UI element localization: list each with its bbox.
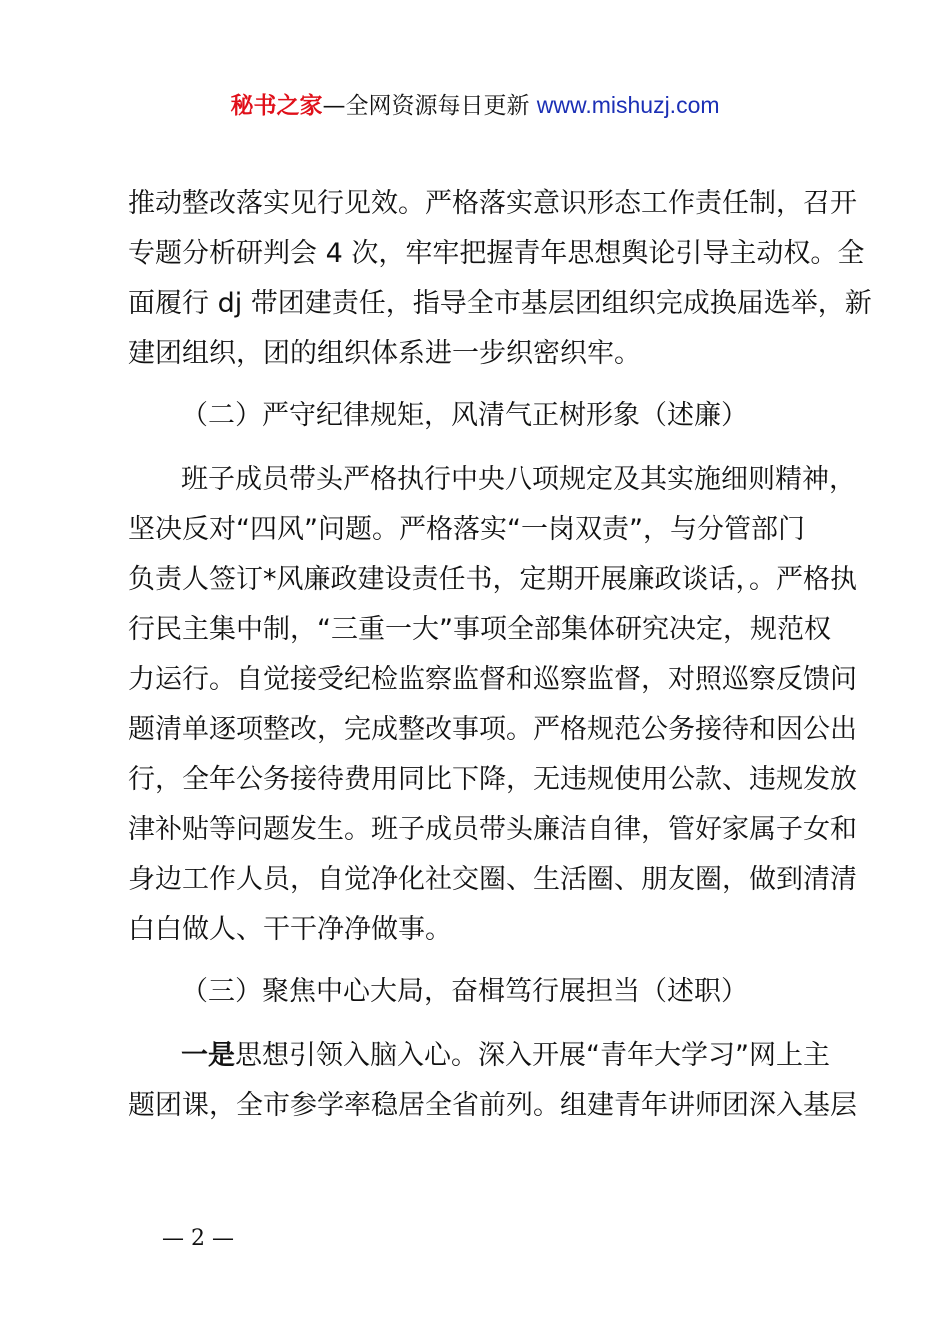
site-url-link[interactable]: www.mishuzj.com <box>536 92 720 118</box>
paragraph-line: 津补贴等问题发生。班子成员带头廉洁自律，管好家属子女和 <box>128 814 857 845</box>
bold-lead-in: 一是 <box>181 1040 235 1071</box>
brand-name: 秘书之家 <box>230 93 323 119</box>
paragraph-line: 行民主集中制，“三重一大”事项全部集体研究决定，规范权 <box>128 614 831 645</box>
section-heading-2: （二）严守纪律规矩，风清气正树形象（述廉） <box>181 400 748 431</box>
paragraph-text: 思想引领入脑入心。深入开展“青年大学习”网上主 <box>235 1040 830 1071</box>
paragraph-line: 专题分析研判会 4 次，牢牢把握青年思想舆论引导主动权。全 <box>128 238 865 269</box>
paragraph-line: 白白做人、干干净净做事。 <box>128 914 452 945</box>
paragraph-line: 力运行。自觉接受纪检监察监督和巡察监督，对照巡察反馈问 <box>128 664 857 695</box>
paragraph-line: 班子成员带头严格执行中央八项规定及其实施细则精神， <box>181 464 856 495</box>
paragraph-line <box>181 1038 830 1074</box>
header-tagline: —全网资源每日更新 <box>322 93 537 119</box>
paragraph-line: 身边工作人员，自觉净化社交圈、生活圈、朋友圈，做到清清 <box>128 864 857 895</box>
paragraph-line: 坚决反对“四风”问题。严格落实“一岗双责”，与分管部门 <box>128 514 805 545</box>
paragraph-line: 题团课，全市参学率稳居全省前列。组建青年讲师团深入基层 <box>128 1090 857 1121</box>
section-heading-3: （三）聚焦中心大局，奋楫笃行展担当（述职） <box>181 976 748 1007</box>
paragraph-line: 行，全年公务接待费用同比下降，无违规使用公款、违规发放 <box>128 764 857 795</box>
page-number: — 2 — <box>162 1226 234 1251</box>
paragraph-line: 题清单逐项整改，完成整改事项。严格规范公务接待和因公出 <box>128 714 857 745</box>
paragraph-line: 负责人签订*风廉政建设责任书，定期开展廉政谈话，。严格执 <box>128 564 857 595</box>
paragraph-line: 建团组织，团的组织体系进一步织密织牢。 <box>128 338 641 369</box>
paragraph-line: 推动整改落实见行见效。严格落实意识形态工作责任制，召开 <box>128 188 857 219</box>
paragraph-line: 面履行 dj 带团建责任，指导全市基层团组织完成换届选举，新 <box>128 288 872 319</box>
